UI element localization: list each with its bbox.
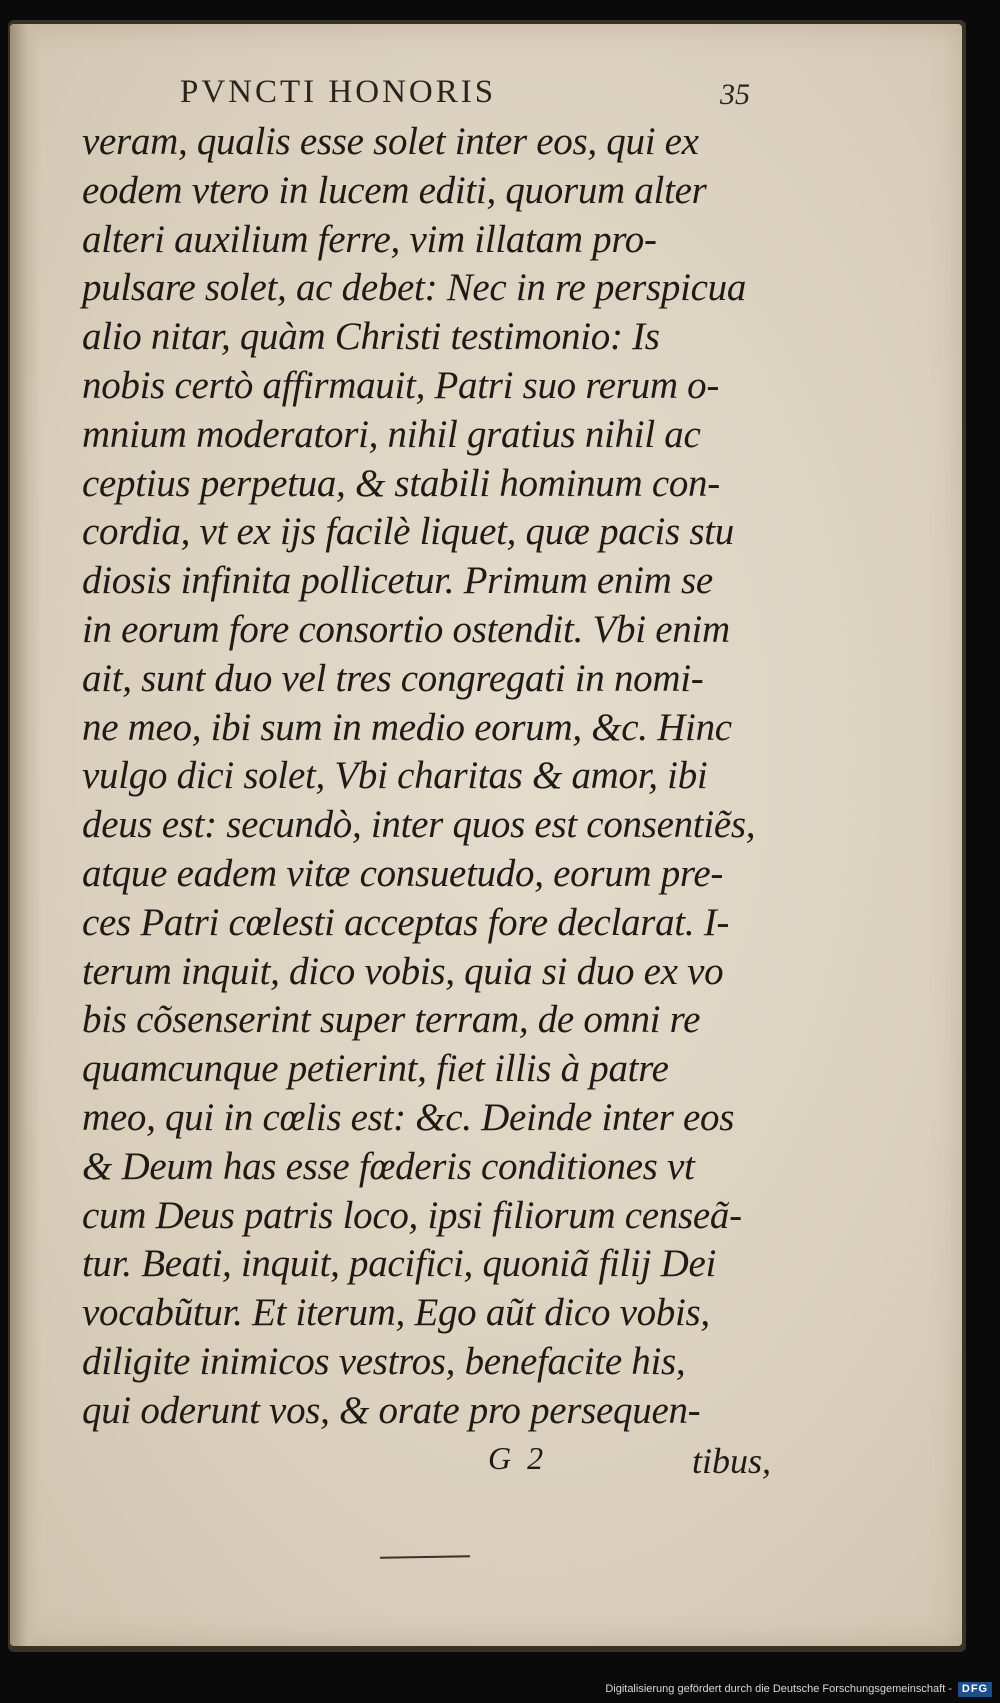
dfg-logo-icon: DFG: [958, 1682, 992, 1697]
text-line: terum inquit, dico vobis, quia si duo ex vo: [82, 949, 724, 993]
text-line: quamcunque petierint, fiet illis à patre: [82, 1047, 669, 1091]
text-line: meo, qui in cœlis est: &c. Deinde inter eos: [82, 1095, 735, 1139]
text-line: ne meo, ibi sum in medio eorum, &c. Hinc: [82, 705, 732, 749]
text-line: diosis infinita pollicetur. Primum enim se: [82, 559, 713, 603]
text-line: atque eadem vitæ consuetudo, eorum pre-: [82, 851, 724, 895]
text-line: mnium moderatori, nihil gratius nihil ac: [82, 412, 701, 456]
page-number: 35: [720, 78, 750, 111]
text-line: veram, qualis esse solet inter eos, qui ex: [82, 120, 699, 163]
text-line: pulsare solet, ac debet: Nec in re perspicua: [82, 266, 747, 310]
text-line: cum Deus patris loco, ipsi filiorum censeã-: [82, 1193, 742, 1237]
text-line: in eorum fore consortio ostendit. Vbi enim: [82, 607, 730, 651]
text-line: vulgo dici solet, Vbi charitas & amor, ibi: [82, 754, 708, 798]
text-body: [82, 118, 782, 1436]
catchword: tibus,: [692, 1441, 772, 1481]
text-line: ait, sunt duo vel tres congregati in nomi-: [82, 656, 704, 700]
ornament-mark: [380, 1555, 470, 1567]
text-line: diligite inimicos vestros, benefacite his,: [82, 1339, 686, 1383]
text-line: bis cõsenserint super terram, de omni re: [82, 998, 701, 1042]
text-line: ceptius perpetua, & stabili hominum con-: [82, 461, 720, 505]
text-line: & Deum has esse fœderis conditiones vt: [82, 1144, 695, 1188]
text-line: nobis certò affirmauit, Patri suo rerum o-: [82, 363, 720, 407]
running-head: PVNCTI HONORIS: [180, 74, 497, 110]
text-line: alteri auxilium ferre, vim illatam pro-: [82, 217, 657, 261]
text-line: qui oderunt vos, & orate pro persequen-: [82, 1388, 701, 1432]
signature-mark: G 2: [488, 1440, 548, 1476]
text-line: deus est: secundò, inter quos est consentiẽs,: [82, 803, 756, 847]
text-line: eodem vtero in lucem editi, quorum alter: [82, 168, 707, 212]
text-line: ces Patri cœlesti acceptas fore declarat. I-: [82, 900, 730, 944]
text-line: alio nitar, quàm Christi testimonio: Is: [82, 315, 660, 359]
page-gutter: [10, 24, 40, 1646]
text-line: vocabũtur. Et iterum, Ego aũt dico vobis,: [82, 1291, 710, 1335]
text-line: tur. Beati, inquit, pacifici, quoniã filij Dei: [82, 1242, 716, 1286]
text-line: cordia, vt ex ijs facilè liquet, quæ pacis stu: [82, 510, 734, 554]
digitization-credit: Digitalisierung gefördert durch die Deutsche Forschungsgemeinschaft -: [605, 1683, 952, 1695]
